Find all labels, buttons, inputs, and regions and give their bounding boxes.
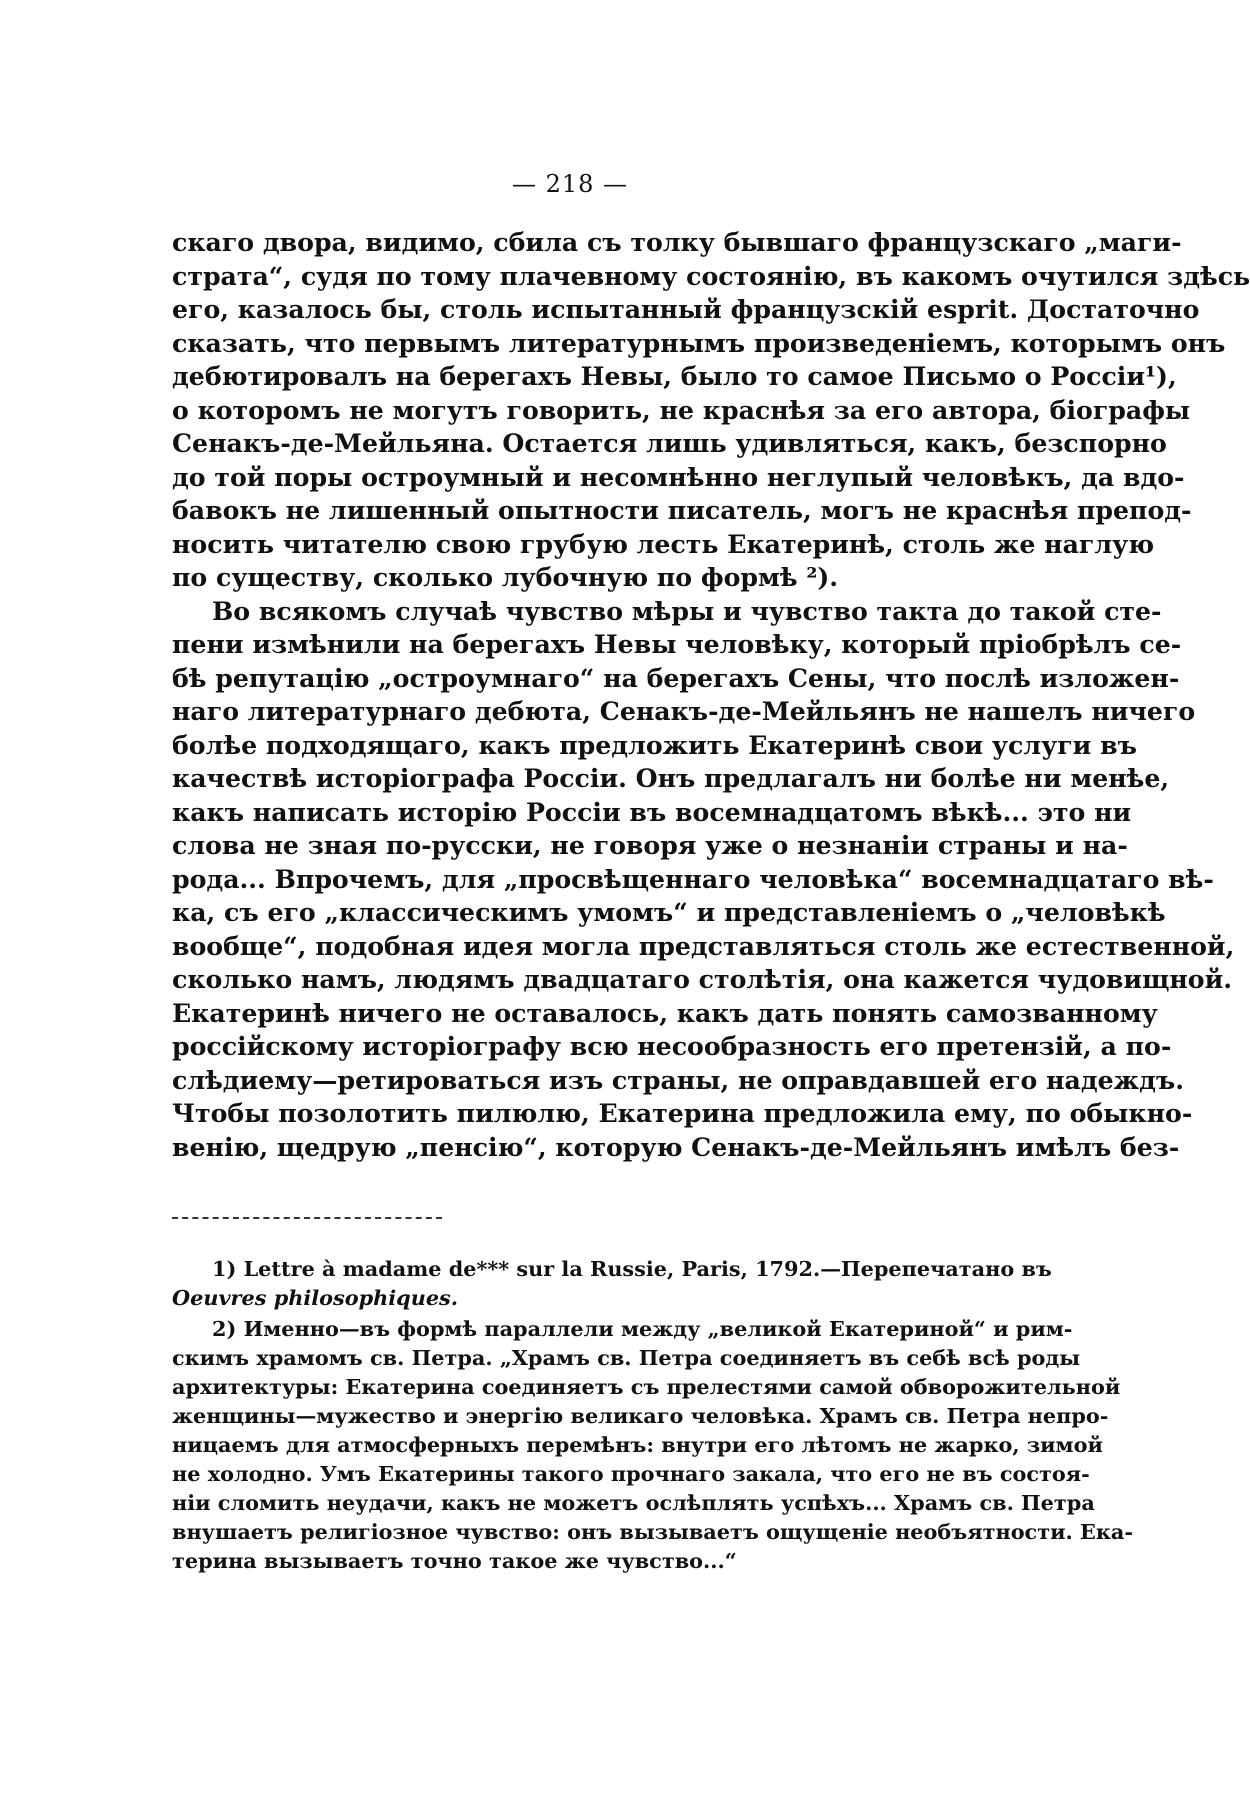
footnote-line: Oeuvres philosophiques. (172, 1285, 459, 1310)
body-line: сколько намъ, людямъ двадцатаго столѣтія, она кажется чудовищной. (172, 964, 1233, 994)
footnote-2 (172, 1314, 1133, 1575)
body-line: наго литературнаго дебюта, Сенакъ-де-Мейльянъ не нашелъ ничего (172, 696, 1196, 726)
footnote-line: терина вызываетъ точно такое же чувство...“ (172, 1548, 737, 1573)
footnote-line: внушаетъ религіозное чувство: онъ вызываетъ ощущеніе необъятности. Ека- (172, 1519, 1133, 1544)
body-line: болѣе подходящаго, какъ предложить Екатеринѣ свои услуги въ (172, 729, 1137, 760)
body-line: его, казалось бы, столь испытанный французскій esprit. Достаточно (172, 294, 1200, 324)
body-line: Во всякомъ случаѣ чувство мѣры и чувство такта до такой сте- (212, 595, 1162, 626)
footnote-line (172, 1314, 1073, 1343)
footnote-line: ницаемъ для атмосферныхъ перемѣнъ: внутри его лѣтомъ не жарко, зимой (172, 1432, 1103, 1457)
footnotes (172, 1254, 1133, 1577)
footnote-1 (172, 1254, 1052, 1312)
body-line: пени измѣнили на берегахъ Невы человѣку, который пріобрѣлъ се- (172, 629, 1182, 659)
body-line: качествѣ исторіографа Россіи. Онъ предлагалъ ни болѣе ни менѣе, (172, 763, 1170, 793)
body-line: какъ написать исторію Россіи въ восемнадцатомъ вѣкѣ... это ни (172, 796, 1132, 827)
body-line: до той поры остроумный и несомнѣнно неглупый человѣкъ, да вдо- (172, 461, 1185, 492)
footnote-line: не холодно. Умъ Екатерины такого прочнаго закала, что его не въ состоя- (172, 1461, 1090, 1486)
body-line: венію, щедрую „пенсію“, которую Сенакъ-де-Мейльянъ имѣлъ без- (172, 1131, 1180, 1162)
footnote-marker: 1) (212, 1256, 237, 1281)
body-text (172, 226, 1250, 1164)
body-line: рода... Впрочемъ, для „просвѣщеннаго человѣка“ восемнадцатаго вѣ- (172, 863, 1214, 894)
body-line: бавокъ не лишенный опытности писатель, могъ не краснѣя препод- (172, 495, 1192, 525)
body-line: бѣ репутацію „остроумнаго“ на берегахъ Сены, что послѣ изложен- (172, 662, 1180, 693)
body-line: слѣдиему—ретироваться изъ страны, не оправдавшей его надеждъ. (172, 1064, 1184, 1095)
body-line: о которомъ не могутъ говорить, не краснѣя за его автора, біографы (172, 394, 1191, 425)
footnote-line: женщины—мужество и энергію великаго человѣка. Храмъ св. Петра непро- (172, 1403, 1109, 1428)
body-line: слова не зная по-русски, не говоря уже о незнаніи страны и на- (172, 830, 1128, 860)
body-line: Чтобы позолотить пилюлю, Екатерина предложила ему, по обыкно- (172, 1098, 1193, 1128)
body-line: страта“, судя по тому плачевному состоянію, въ какомъ очутился здѣсь (172, 260, 1250, 291)
body-line: по существу, сколько лубочную по формѣ ²). (172, 562, 839, 592)
body-line: вообще“, подобная идея могла представляться столь же естественной, (172, 930, 1235, 961)
footnote-line: скимъ храмомъ св. Петра. „Храмъ св. Петра соединяетъ въ себѣ всѣ роды (172, 1345, 1081, 1370)
footnote-line: ніи сломить неудачи, какъ не можетъ ослѣплять успѣхъ... Храмъ св. Петра (172, 1490, 1095, 1515)
body-line: скаго двора, видимо, сбила съ толку бывшаго французскаго „маги- (172, 227, 1182, 257)
body-line: россійскому исторіографу всю несообразность его претензій, а по- (172, 1031, 1172, 1061)
body-line: дебютировалъ на берегахъ Невы, было то самое Письмо о Россіи¹), (172, 361, 1177, 391)
footnote-separator (172, 1217, 442, 1219)
footnote-line: архитектуры: Екатерина соединяетъ съ прелестями самой обворожительной (172, 1374, 1121, 1399)
body-line: Екатеринѣ ничего не оставалось, какъ дать понять самозванному (172, 997, 1158, 1028)
footnote-text: Lettre à madame de*** sur la Russie, Paris, 1792.—Перепечатано въ (243, 1256, 1052, 1281)
body-line: сказать, что первымъ литературнымъ произведеніемъ, которымъ онъ (172, 327, 1226, 358)
page-number: — 218 — (511, 170, 629, 198)
footnote-line (172, 1254, 1052, 1283)
body-line: ка, съ его „классическимъ умомъ“ и представленіемъ о „человѣкѣ (172, 897, 1166, 927)
body-line: Сенакъ-де-Мейльяна. Остается лишь удивляться, какъ, безспорно (172, 428, 1167, 458)
footnote-marker: 2) (212, 1316, 237, 1341)
footnote-text: Именно—въ формѣ параллели между „великой Екатериной“ и рим- (243, 1316, 1073, 1341)
body-line: носить читателю свою грубую лесть Екатеринѣ, столь же наглую (172, 528, 1155, 559)
